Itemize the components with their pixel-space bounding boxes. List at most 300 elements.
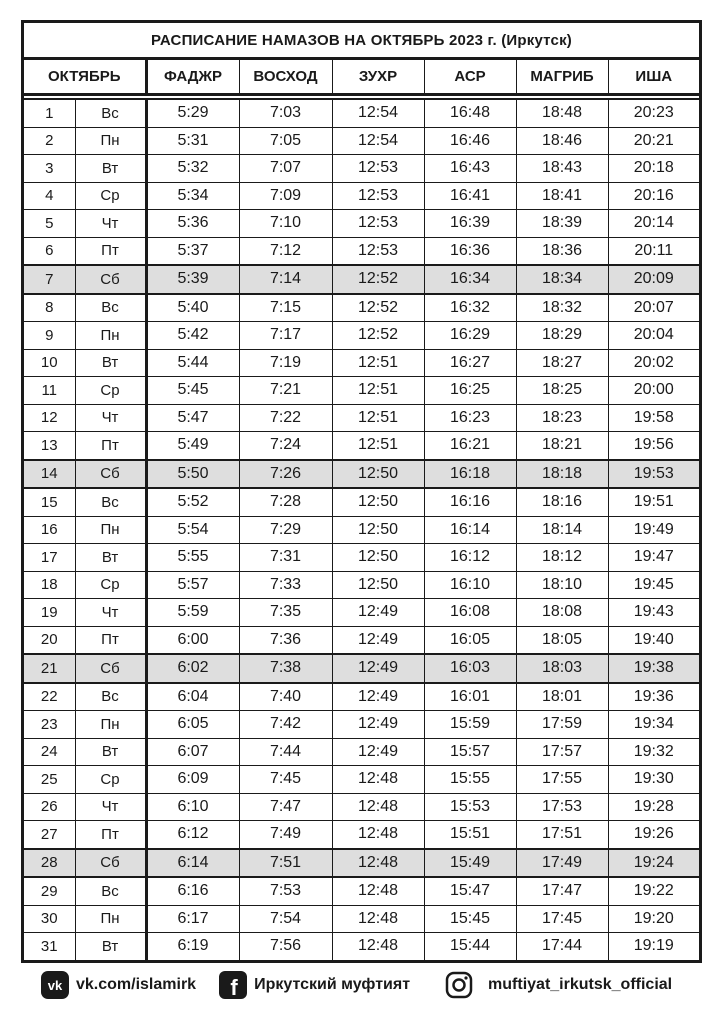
svg-text:f: f [230,975,238,1000]
dhuhr-time: 12:48 [332,877,424,905]
weekday: Вс [75,99,146,127]
table-row [24,933,699,960]
footer [40,967,700,1003]
sunrise-time: 7:03 [239,99,332,127]
day-number: 11 [24,377,75,405]
weekday: Ср [75,182,146,210]
day-number: 21 [24,654,75,683]
dhuhr-time: 12:53 [332,210,424,238]
dhuhr-time: 12:48 [332,933,424,960]
table-row [24,877,699,905]
asr-time: 16:16 [424,488,516,516]
isha-time: 19:30 [608,766,699,794]
dhuhr-time: 12:50 [332,516,424,544]
maghrib-time: 18:39 [516,210,608,238]
day-number: 18 [24,571,75,599]
dhuhr-time: 12:48 [332,766,424,794]
maghrib-time: 18:05 [516,626,608,654]
maghrib-time: 17:53 [516,793,608,821]
sunrise-time: 7:15 [239,294,332,322]
day-number: 19 [24,599,75,627]
fajr-time: 5:49 [146,432,239,460]
asr-time: 15:45 [424,905,516,933]
table-row [24,432,699,460]
asr-time: 16:01 [424,683,516,711]
header-fajr: ФАДЖР [146,60,239,95]
day-number: 2 [24,127,75,155]
maghrib-time: 18:48 [516,99,608,127]
weekday: Вс [75,294,146,322]
fajr-time: 5:52 [146,488,239,516]
fajr-time: 5:47 [146,404,239,432]
isha-time: 19:38 [608,654,699,683]
sunrise-time: 7:35 [239,599,332,627]
fajr-time: 6:07 [146,738,239,766]
asr-time: 15:51 [424,821,516,849]
maghrib-time: 18:25 [516,377,608,405]
dhuhr-time: 12:49 [332,626,424,654]
weekday: Вс [75,683,146,711]
sunrise-time: 7:56 [239,933,332,960]
prayer-schedule-sheet [21,20,702,963]
table-row [24,349,699,377]
dhuhr-time: 12:52 [332,322,424,350]
fajr-time: 5:50 [146,460,239,489]
weekday: Ср [75,571,146,599]
table-row [24,155,699,183]
asr-time: 15:53 [424,793,516,821]
header-maghrib: МАГРИБ [516,60,608,95]
facebook-icon [218,970,248,1000]
footer-vk[interactable] [40,970,196,1000]
day-number: 1 [24,99,75,127]
fajr-time: 5:44 [146,349,239,377]
weekday: Пт [75,432,146,460]
weekday: Вт [75,544,146,572]
dhuhr-time: 12:53 [332,182,424,210]
dhuhr-time: 12:52 [332,294,424,322]
asr-time: 16:39 [424,210,516,238]
fajr-time: 6:09 [146,766,239,794]
table-row [24,127,699,155]
asr-time: 16:18 [424,460,516,489]
dhuhr-time: 12:49 [332,711,424,739]
fajr-time: 6:17 [146,905,239,933]
day-number: 16 [24,516,75,544]
weekday: Вс [75,877,146,905]
dhuhr-time: 12:51 [332,432,424,460]
page-title: РАСПИСАНИЕ НАМАЗОВ НА ОКТЯБРЬ 2023 г. (Иркутск) [24,23,699,60]
day-number: 23 [24,711,75,739]
fajr-time: 5:45 [146,377,239,405]
sunrise-time: 7:09 [239,182,332,210]
instagram-link[interactable]: muftiyat_irkutsk_official [488,976,673,993]
sunrise-time: 7:38 [239,654,332,683]
table-row [24,460,699,489]
table-row [24,516,699,544]
isha-time: 19:45 [608,571,699,599]
weekday: Пн [75,711,146,739]
day-number: 24 [24,738,75,766]
isha-time: 19:51 [608,488,699,516]
isha-time: 20:23 [608,99,699,127]
maghrib-time: 18:01 [516,683,608,711]
isha-time: 19:58 [608,404,699,432]
fajr-time: 5:57 [146,571,239,599]
header-row [24,60,699,95]
table-row [24,544,699,572]
asr-time: 16:12 [424,544,516,572]
fajr-time: 6:16 [146,877,239,905]
asr-time: 16:05 [424,626,516,654]
asr-time: 16:08 [424,599,516,627]
dhuhr-time: 12:49 [332,683,424,711]
table-row [24,849,699,878]
day-number: 15 [24,488,75,516]
weekday: Пт [75,237,146,265]
asr-time: 16:27 [424,349,516,377]
fajr-time: 6:00 [146,626,239,654]
asr-time: 15:47 [424,877,516,905]
isha-time: 19:53 [608,460,699,489]
sunrise-time: 7:49 [239,821,332,849]
maghrib-time: 18:14 [516,516,608,544]
day-number: 22 [24,683,75,711]
maghrib-time: 17:45 [516,905,608,933]
table-row [24,571,699,599]
table-row [24,766,699,794]
table-row [24,905,699,933]
table-row [24,654,699,683]
isha-time: 20:00 [608,377,699,405]
day-number: 14 [24,460,75,489]
isha-time: 20:09 [608,265,699,294]
asr-time: 16:25 [424,377,516,405]
isha-time: 19:34 [608,711,699,739]
asr-time: 16:48 [424,99,516,127]
sunrise-time: 7:29 [239,516,332,544]
table-row [24,99,699,127]
maghrib-time: 18:18 [516,460,608,489]
asr-time: 16:14 [424,516,516,544]
day-number: 5 [24,210,75,238]
day-number: 4 [24,182,75,210]
header-dhuhr: ЗУХР [332,60,424,95]
day-number: 31 [40,937,58,955]
weekday: Пн [75,127,146,155]
asr-time: 15:55 [424,766,516,794]
dhuhr-time: 12:51 [332,377,424,405]
fajr-time: 6:10 [146,793,239,821]
table-row [24,210,699,238]
fajr-time: 6:05 [146,711,239,739]
asr-time: 15:59 [424,711,516,739]
isha-time: 19:19 [608,933,699,960]
sunrise-time: 7:10 [239,210,332,238]
isha-time: 20:11 [608,237,699,265]
isha-time: 20:16 [608,182,699,210]
table-row [24,711,699,739]
isha-time: 20:18 [608,155,699,183]
weekday: Пн [75,905,146,933]
table-row [24,322,699,350]
isha-time: 20:14 [608,210,699,238]
fajr-time: 5:36 [146,210,239,238]
maghrib-time: 18:12 [516,544,608,572]
dhuhr-time: 12:50 [332,571,424,599]
maghrib-time: 18:41 [516,182,608,210]
table-row [24,683,699,711]
isha-time: 19:26 [608,821,699,849]
isha-time: 19:32 [608,738,699,766]
sunrise-time: 7:40 [239,683,332,711]
sunrise-time: 7:05 [239,127,332,155]
table-row [24,821,699,849]
isha-time: 19:49 [608,516,699,544]
dhuhr-time: 12:50 [332,488,424,516]
asr-time: 15:49 [424,849,516,878]
table-row [24,294,699,322]
sunrise-time: 7:47 [239,793,332,821]
day-number: 6 [24,237,75,265]
dhuhr-time: 12:48 [332,905,424,933]
weekday: Чт [75,599,146,627]
weekday: Чт [75,793,146,821]
maghrib-time: 18:36 [516,237,608,265]
dhuhr-time: 12:48 [332,849,424,878]
asr-time: 15:57 [424,738,516,766]
dhuhr-time: 12:54 [332,99,424,127]
asr-time: 16:03 [424,654,516,683]
sunrise-time: 7:53 [239,877,332,905]
day-number: 13 [24,432,75,460]
weekday: Вт [75,155,146,183]
fajr-time: 5:55 [146,544,239,572]
maghrib-time: 17:59 [516,711,608,739]
fajr-time: 5:37 [146,237,239,265]
weekday: Вт [75,349,146,377]
day-number: 8 [24,294,75,322]
dhuhr-time: 12:51 [332,404,424,432]
maghrib-time: 18:34 [516,265,608,294]
weekday: Сб [75,654,146,683]
fajr-time: 5:59 [146,599,239,627]
day-number: 10 [24,349,75,377]
schedule-body [24,99,699,960]
dhuhr-time: 12:49 [332,654,424,683]
table-row [24,599,699,627]
dhuhr-time: 12:54 [332,127,424,155]
weekday: Пн [75,322,146,350]
facebook-link[interactable]: Иркутский муфтият [254,976,411,993]
asr-time: 16:41 [424,182,516,210]
header-asr: АСР [424,60,516,95]
day-number: 9 [24,322,75,350]
maghrib-time: 18:43 [516,155,608,183]
isha-time: 19:47 [608,544,699,572]
weekday: Ср [75,377,146,405]
weekday: Пт [75,821,146,849]
table-row [24,377,699,405]
isha-time: 19:20 [608,905,699,933]
sunrise-time: 7:12 [239,237,332,265]
dhuhr-time: 12:50 [332,460,424,489]
weekday: Вт [75,738,146,766]
isha-time: 19:56 [608,432,699,460]
fajr-time: 5:29 [146,99,239,127]
weekday: Пт [75,626,146,654]
table-row [24,488,699,516]
maghrib-time: 18:32 [516,294,608,322]
dhuhr-time: 12:51 [332,349,424,377]
fajr-time: 5:39 [146,265,239,294]
table-row [24,182,699,210]
instagram-icon [444,970,474,1000]
weekday: Чт [75,210,146,238]
dhuhr-time: 12:48 [332,821,424,849]
schedule-table [24,60,699,960]
sunrise-time: 7:33 [239,571,332,599]
isha-time: 19:22 [608,877,699,905]
isha-time: 19:24 [608,849,699,878]
fajr-time: 6:12 [146,821,239,849]
asr-time: 16:34 [424,265,516,294]
isha-time: 19:43 [608,599,699,627]
dhuhr-time: 12:49 [332,599,424,627]
sunrise-time: 7:14 [239,265,332,294]
header-month: ОКТЯБРЬ [24,60,146,95]
table-row [24,738,699,766]
maghrib-time: 17:51 [516,821,608,849]
dhuhr-time: 12:53 [332,237,424,265]
table-row [24,626,699,654]
asr-time: 16:46 [424,127,516,155]
dhuhr-time: 12:52 [332,265,424,294]
sunrise-time: 7:07 [239,155,332,183]
day-number: 28 [24,849,75,878]
day-number: 25 [24,766,75,794]
maghrib-time: 18:27 [516,349,608,377]
maghrib-time: 18:10 [516,571,608,599]
fajr-time: 5:42 [146,322,239,350]
dhuhr-time: 12:50 [332,544,424,572]
footer-instagram[interactable] [444,970,672,1000]
maghrib-time: 17:47 [516,877,608,905]
day-number: 3 [24,155,75,183]
isha-time: 20:07 [608,294,699,322]
sunrise-time: 7:51 [239,849,332,878]
sunrise-time: 7:17 [239,322,332,350]
fajr-time: 5:32 [146,155,239,183]
maghrib-time: 17:44 [516,933,608,960]
vk-link[interactable]: vk.com/islamirk [76,976,197,993]
fajr-time: 5:31 [146,127,239,155]
isha-time: 19:28 [608,793,699,821]
maghrib-time: 18:46 [516,127,608,155]
dhuhr-time: 12:49 [332,738,424,766]
day-number: 29 [24,877,75,905]
dhuhr-time: 12:53 [332,155,424,183]
sunrise-time: 7:24 [239,432,332,460]
maghrib-time: 17:49 [516,849,608,878]
maghrib-time: 18:16 [516,488,608,516]
fajr-time: 5:54 [146,516,239,544]
isha-time: 19:40 [608,626,699,654]
asr-time: 15:44 [424,933,516,960]
asr-time: 16:21 [424,432,516,460]
day-number: 30 [24,905,75,933]
sunrise-time: 7:45 [239,766,332,794]
sunrise-time: 7:42 [239,711,332,739]
maghrib-time: 18:29 [516,322,608,350]
maghrib-time: 18:23 [516,404,608,432]
table-row [24,404,699,432]
fajr-time: 5:40 [146,294,239,322]
fajr-time: 6:19 [146,933,239,960]
sunrise-time: 7:19 [239,349,332,377]
maghrib-time: 18:03 [516,654,608,683]
header-isha: ИША [608,60,699,95]
table-row [24,793,699,821]
isha-time: 20:21 [608,127,699,155]
day-number: 7 [24,265,75,294]
asr-time: 16:10 [424,571,516,599]
weekday: Вс [75,488,146,516]
weekday: Вт [75,933,146,960]
weekday: Сб [75,265,146,294]
vk-icon [40,970,70,1000]
asr-time: 16:23 [424,404,516,432]
fajr-time: 6:04 [146,683,239,711]
fajr-time: 6:02 [146,654,239,683]
sunrise-time: 7:54 [239,905,332,933]
weekday: Чт [75,404,146,432]
header-sunrise: ВОСХОД [239,60,332,95]
sunrise-time: 7:28 [239,488,332,516]
asr-time: 16:29 [424,322,516,350]
sunrise-time: 7:44 [239,738,332,766]
maghrib-time: 18:21 [516,432,608,460]
dhuhr-time: 12:48 [332,793,424,821]
maghrib-time: 17:55 [516,766,608,794]
sunrise-time: 7:21 [239,377,332,405]
isha-time: 20:04 [608,322,699,350]
sunrise-time: 7:36 [239,626,332,654]
isha-time: 20:02 [608,349,699,377]
day-number: 26 [24,793,75,821]
isha-time: 19:36 [608,683,699,711]
table-row [24,237,699,265]
maghrib-time: 17:57 [516,738,608,766]
day-number: 20 [24,626,75,654]
sunrise-time: 7:22 [239,404,332,432]
sunrise-time: 7:26 [239,460,332,489]
sunrise-time: 7:31 [239,544,332,572]
weekday: Пн [75,516,146,544]
day-number: 27 [24,821,75,849]
svg-text:vk: vk [47,978,63,993]
asr-time: 16:43 [424,155,516,183]
table-row [24,265,699,294]
day-number: 17 [24,544,75,572]
weekday: Сб [75,849,146,878]
maghrib-time: 18:08 [516,599,608,627]
weekday: Ср [75,766,146,794]
footer-facebook[interactable] [218,970,410,1000]
asr-time: 16:36 [424,237,516,265]
asr-time: 16:32 [424,294,516,322]
fajr-time: 5:34 [146,182,239,210]
